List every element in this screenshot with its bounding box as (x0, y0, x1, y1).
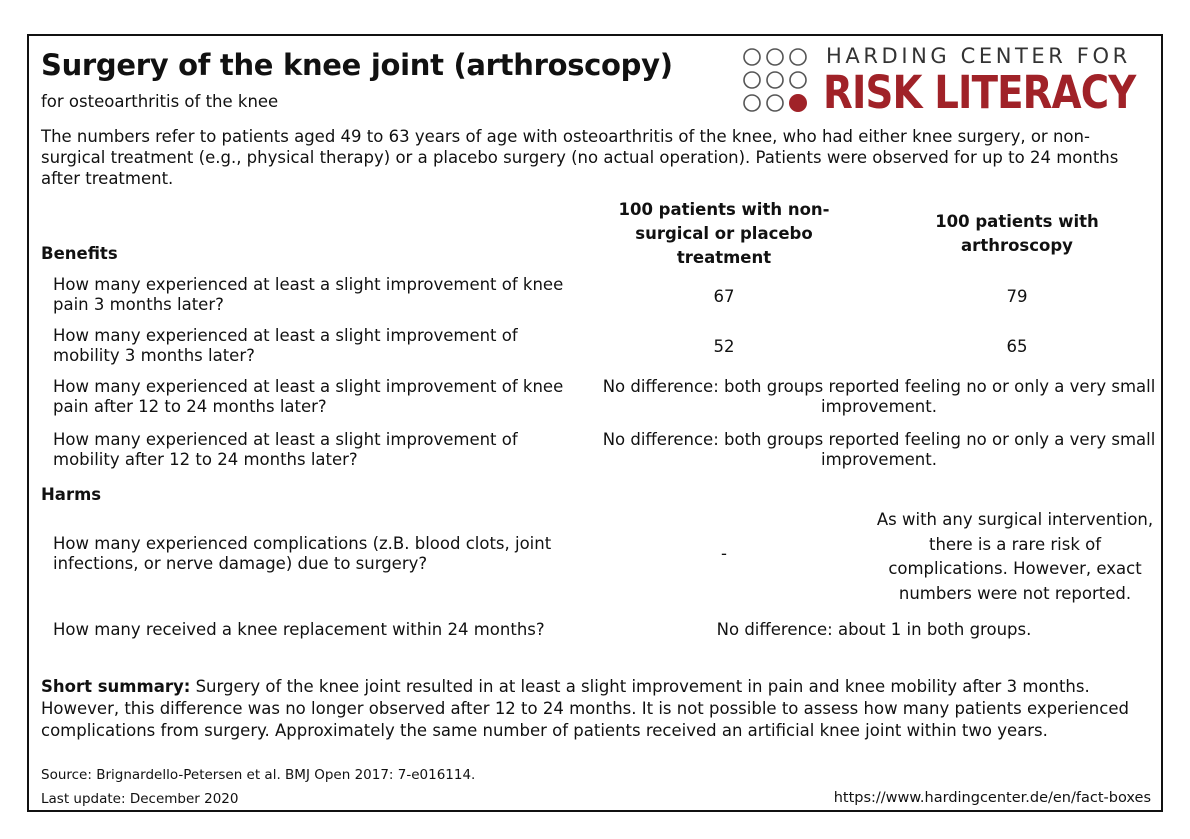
column-header-treatment: 100 patients with arthroscopy (935, 212, 1099, 255)
benefit-2-control-value: 52 (713, 337, 735, 356)
intro-text: The numbers refer to patients aged 49 to 63 years of age with osteoarthritis of the knee, who had either knee surgery, or non-surgical treatment (e.g., physical therapy) or a placebo surgery (no actual operation). Patients were observed for up to 24 months after treatment. (41, 127, 1119, 188)
benefit-question-3: How many experienced at least a slight improvement of knee pain after 12 to 24 months later? (53, 377, 564, 416)
short-summary (41, 676, 1151, 742)
harm-1-control-value: - (721, 544, 727, 563)
harm-1-treatment-value: As with any surgical intervention, there is a rare risk of complications. However, exact numbers were not reported. (876, 510, 1154, 603)
benefit-question-4: How many experienced at least a slight improvement of mobility after 12 to 24 months later? (53, 430, 518, 469)
harm-question-2: How many received a knee replacement within 24 months? (53, 620, 545, 639)
harms-heading: Harms (41, 485, 102, 504)
benefit-3-combined-value: No difference: both groups reported feeling no or only a very small improvement. (602, 377, 1156, 416)
benefit-1-treatment-value: 79 (1006, 287, 1028, 306)
benefit-question-1: How many experienced at least a slight improvement of knee pain 3 months later? (53, 275, 564, 314)
benefit-2-treatment-value: 65 (1006, 337, 1028, 356)
harding-center-logo (741, 44, 1136, 119)
fact-box (27, 34, 1163, 812)
harm-question-1: How many experienced complications (z.B. blood clots, joint infections, or nerve damage) due to surgery? (53, 534, 552, 573)
harm-2-combined-value: No difference: about 1 in both groups. (716, 620, 1032, 639)
fact-box-url[interactable]: https://www.hardingcenter.de/en/fact-boxes (833, 790, 1151, 806)
benefits-heading: Benefits (41, 244, 118, 263)
logo-top-text: HARDING CENTER FOR (826, 44, 1131, 68)
page-subtitle: for osteoarthritis of the knee (41, 92, 279, 111)
summary-label: Short summary: (41, 677, 191, 696)
benefit-1-control-value: 67 (713, 287, 735, 306)
column-header-control: 100 patients with non-surgical or placebo treatment (618, 200, 830, 267)
summary-text: Surgery of the knee joint resulted in at least a slight improvement in pain and knee mobility after 3 months. However, this difference was no longer observed after 12 to 24 months. It is not possible to assess how many patients experienced complications from surgery. Approximately the same number of patients received an artificial knee joint within two years. (41, 677, 1129, 740)
last-update: Last update: December 2020 (41, 791, 239, 807)
benefit-4-combined-value: No difference: both groups reported feeling no or only a very small improvement. (602, 430, 1156, 469)
page-title: Surgery of the knee joint (arthroscopy) (41, 48, 673, 82)
dot-grid-icon (741, 46, 821, 114)
source-citation: Source: Brignardello-Petersen et al. BMJ Open 2017: 7-e016114. (41, 767, 476, 783)
benefit-question-2: How many experienced at least a slight improvement of mobility 3 months later? (53, 326, 518, 365)
logo-bottom-text: RISK LITERACY (823, 66, 1136, 119)
